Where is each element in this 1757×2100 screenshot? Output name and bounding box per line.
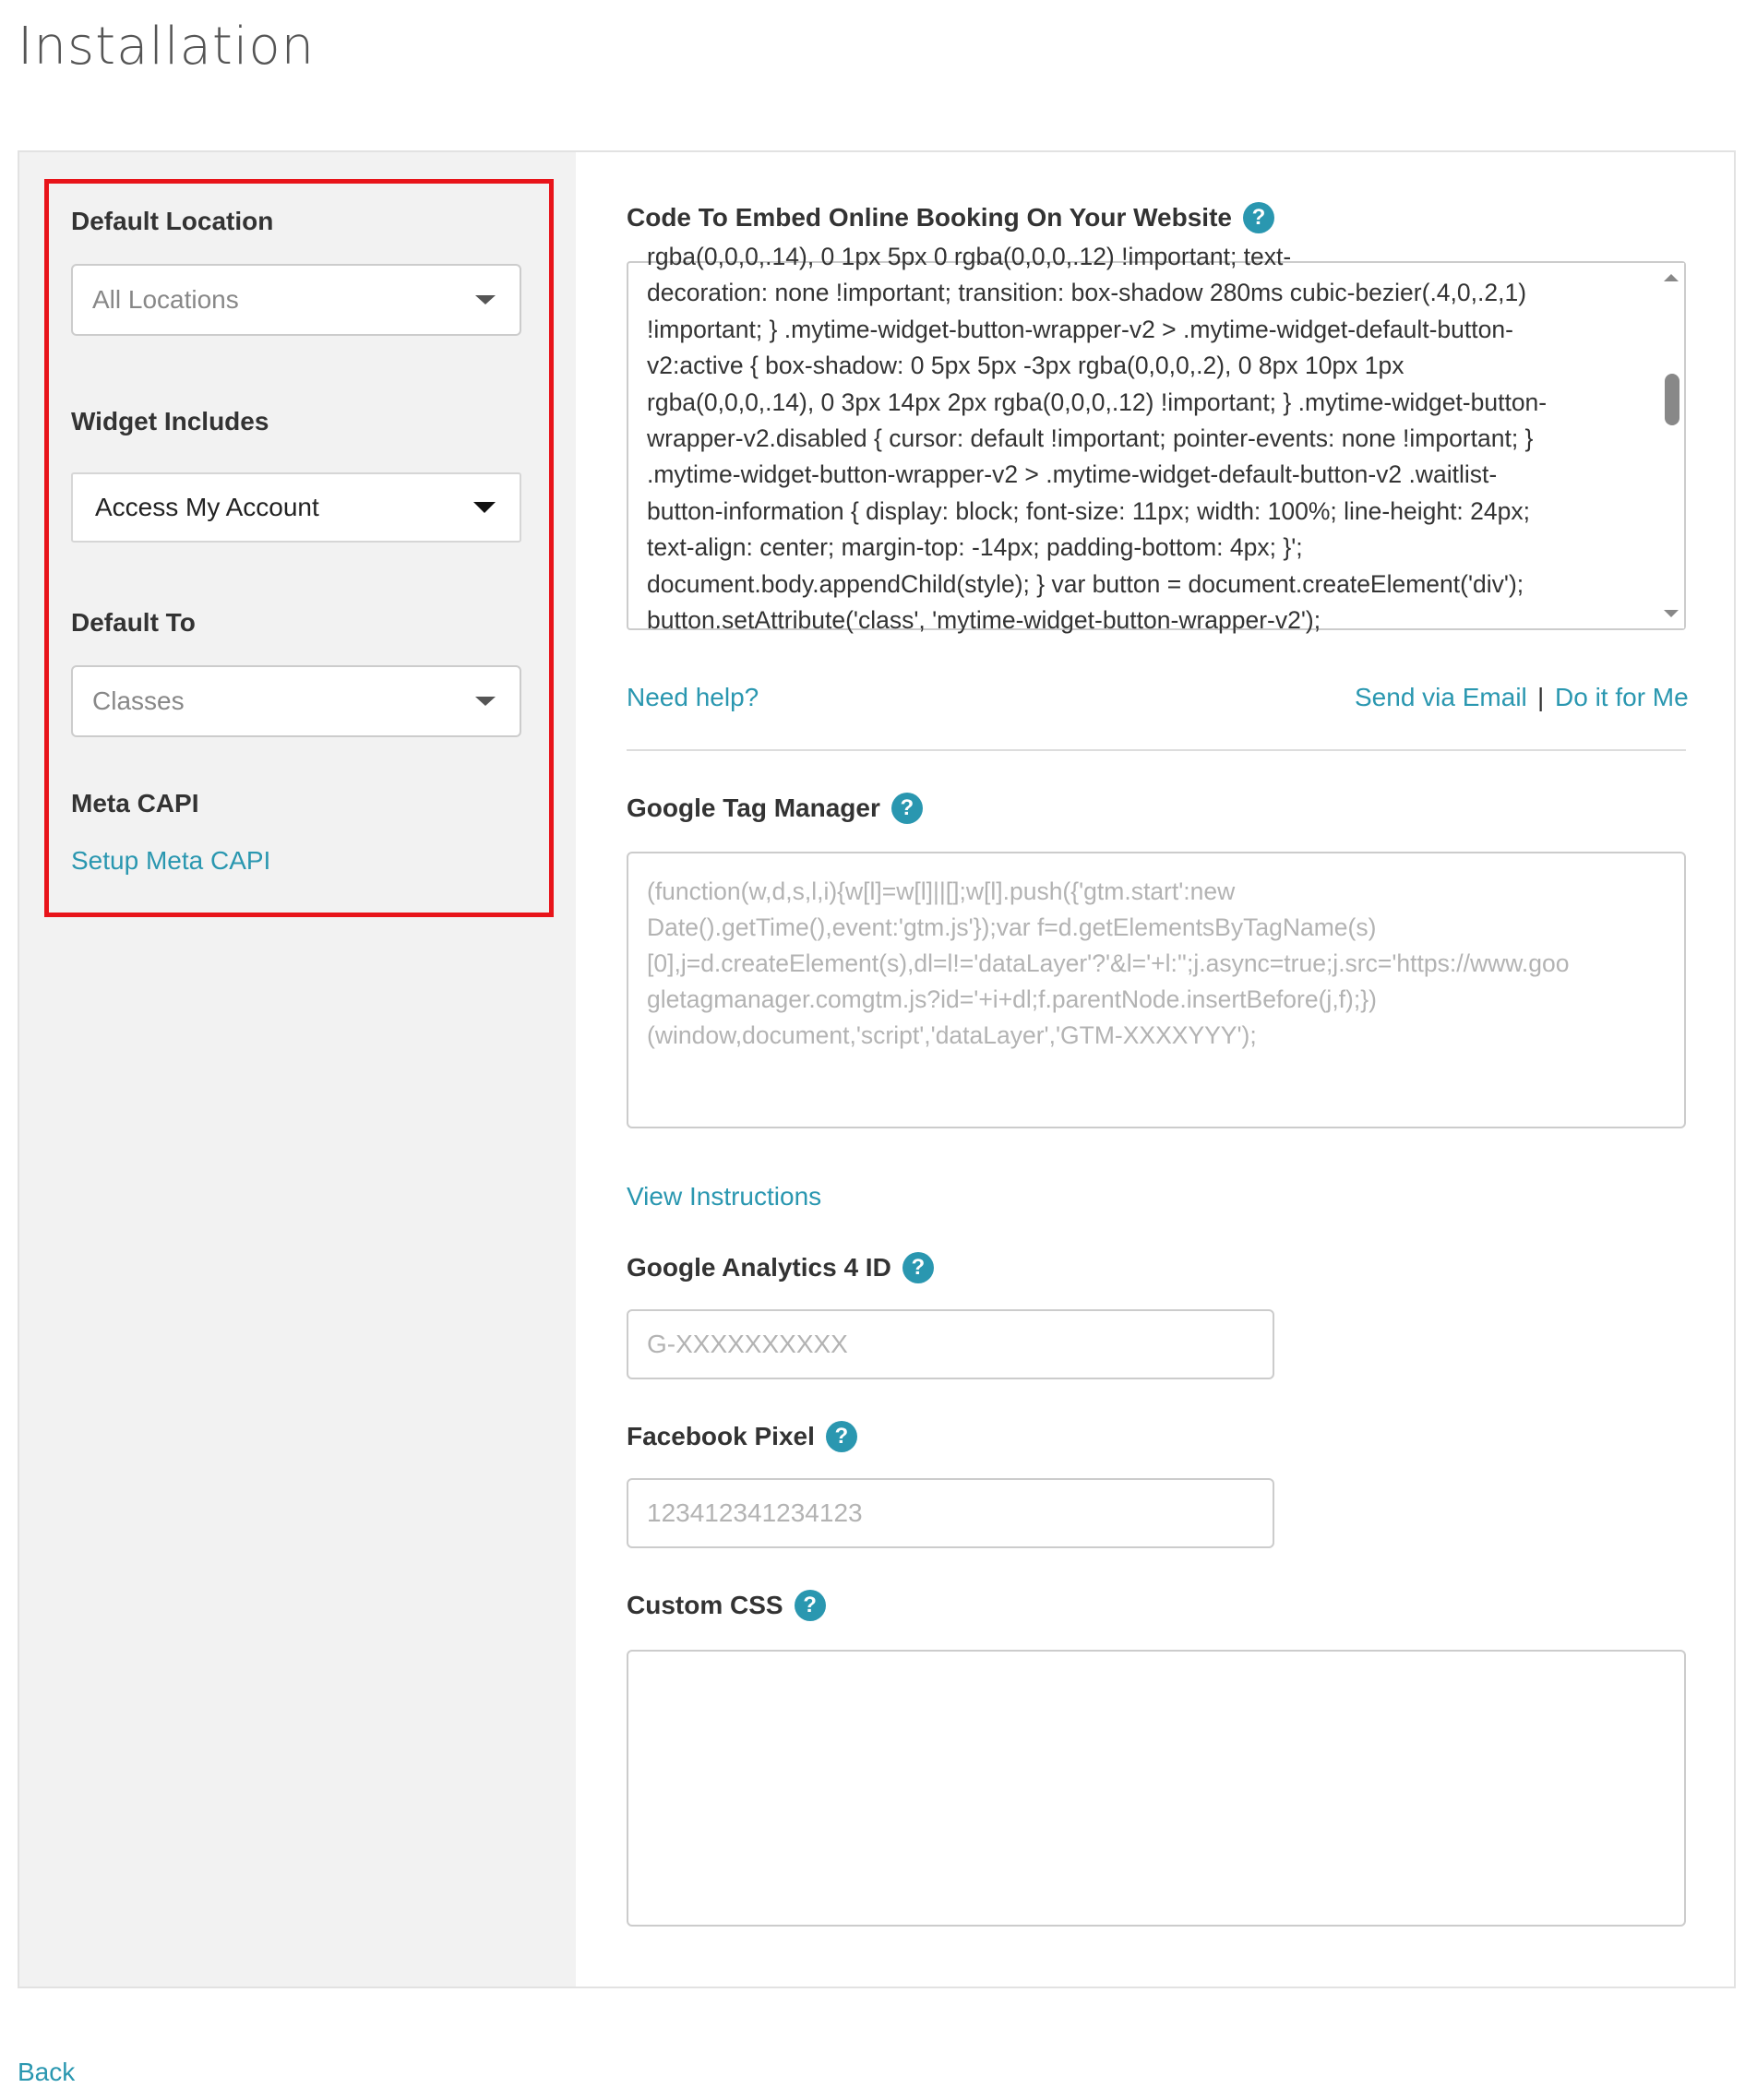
chevron-down-icon [475,697,496,706]
help-icon[interactable]: ? [795,1590,826,1621]
default-location-label: Default Location [71,207,274,235]
chevron-down-icon [473,502,496,513]
ga4-label-text: Google Analytics 4 ID [627,1253,891,1282]
gtm-placeholder: (function(w,d,s,l,i){w[l]=w[l]||[];w[l].push({'gtm.start':new Date().getTime(),event:'gtm.js'});var f=d.getElementsByTagName(s) [0],j=d.createElement(s),dl=l!='dataLayer'?'&l='+l:'';j.async=true;j.src='https://www.goo gletagmanager.comgtm.js?id='+i+dl;f.parentNode.insertBefore(j,f);}) (window,document,'script','dataLayer','GTM-XXXXYYY'); [647,877,1570,1049]
do-it-for-me-link[interactable]: Do it for Me [1555,683,1689,711]
ga4-label [627,1252,934,1283]
view-instructions-link[interactable]: View Instructions [627,1182,822,1211]
scrollbar[interactable] [1656,263,1684,628]
embed-code-content: rgba(0,0,0,.14), 0 1px 5px 0 rgba(0,0,0,.12) !important; text- decoration: none !important; transition: box-shadow 280ms cubic-bezier(.4,0,.2,1) !important; } .mytime-widget-button-wrapper-v2 > .mytime-widget-default-button- v2:active { box-shadow: 0 5px 5px -3px rgba(0,0,0,.2), 0 8px 10px 1px rgba(0,0,0,.14), 0 3px 14px 2px rgba(0,0,0,.12) !important; } .mytime-widget-button- wrapper-v2.disabled { cursor: default !important; pointer-events: none !important; } .mytime-widget-button-wrapper-v2 > .mytime-widget-default-button-v2 .waitlist- button-information { display: block; font-size: 11px; width: 100%; line-height: 24px; text-align: center; margin-top: -14px; padding-bottom: 4px; }'; document.body.appendChild(style); } var button = document.createElement('div'); button.setAttribute('class', 'mytime-widget-button-wrapper-v2'); [647,243,1548,635]
installation-card [18,150,1736,1988]
default-location-select[interactable] [71,264,521,336]
sidebar [19,152,576,1987]
setup-meta-capi-link[interactable]: Setup Meta CAPI [71,846,271,875]
default-to-select[interactable] [71,665,521,737]
help-icon[interactable]: ? [891,793,923,824]
ga4-placeholder: G-XXXXXXXXXX [647,1330,848,1358]
page-title: Installation [18,17,316,77]
custom-css-label-text: Custom CSS [627,1591,783,1619]
facebook-pixel-input[interactable] [627,1478,1274,1548]
help-icon[interactable]: ? [826,1421,857,1452]
back-link[interactable]: Back [18,2058,76,2086]
link-separator: | [1537,683,1545,711]
custom-css-label [627,1590,826,1621]
help-icon[interactable]: ? [1243,202,1274,233]
widget-includes-label: Widget Includes [71,407,269,436]
gtm-textarea[interactable] [627,852,1686,1128]
scrollbar-thumb[interactable] [1665,374,1679,425]
widget-includes-select[interactable] [71,472,521,543]
chevron-down-icon [475,295,496,304]
scroll-down-arrow-icon[interactable] [1664,610,1679,617]
meta-capi-label: Meta CAPI [71,789,199,817]
divider [627,749,1686,751]
default-location-value: All Locations [92,285,239,314]
default-to-label: Default To [71,608,196,637]
send-via-email-link[interactable]: Send via Email [1355,683,1527,711]
ga4-id-input[interactable] [627,1309,1274,1379]
facebook-pixel-label [627,1421,857,1452]
default-to-value: Classes [92,686,185,715]
scroll-up-arrow-icon[interactable] [1664,274,1679,281]
embed-code-label [627,202,1274,233]
custom-css-textarea[interactable] [627,1650,1686,1927]
widget-includes-value: Access My Account [95,493,319,521]
gtm-label-text: Google Tag Manager [627,793,880,822]
facebook-pixel-placeholder: 123412341234123 [647,1498,863,1527]
help-icon[interactable]: ? [902,1252,934,1283]
facebook-pixel-label-text: Facebook Pixel [627,1422,815,1450]
gtm-label [627,793,923,824]
embed-code-textarea[interactable] [627,243,1686,635]
need-help-link[interactable]: Need help? [627,683,759,711]
embed-code-label-text: Code To Embed Online Booking On Your Website [627,203,1232,232]
